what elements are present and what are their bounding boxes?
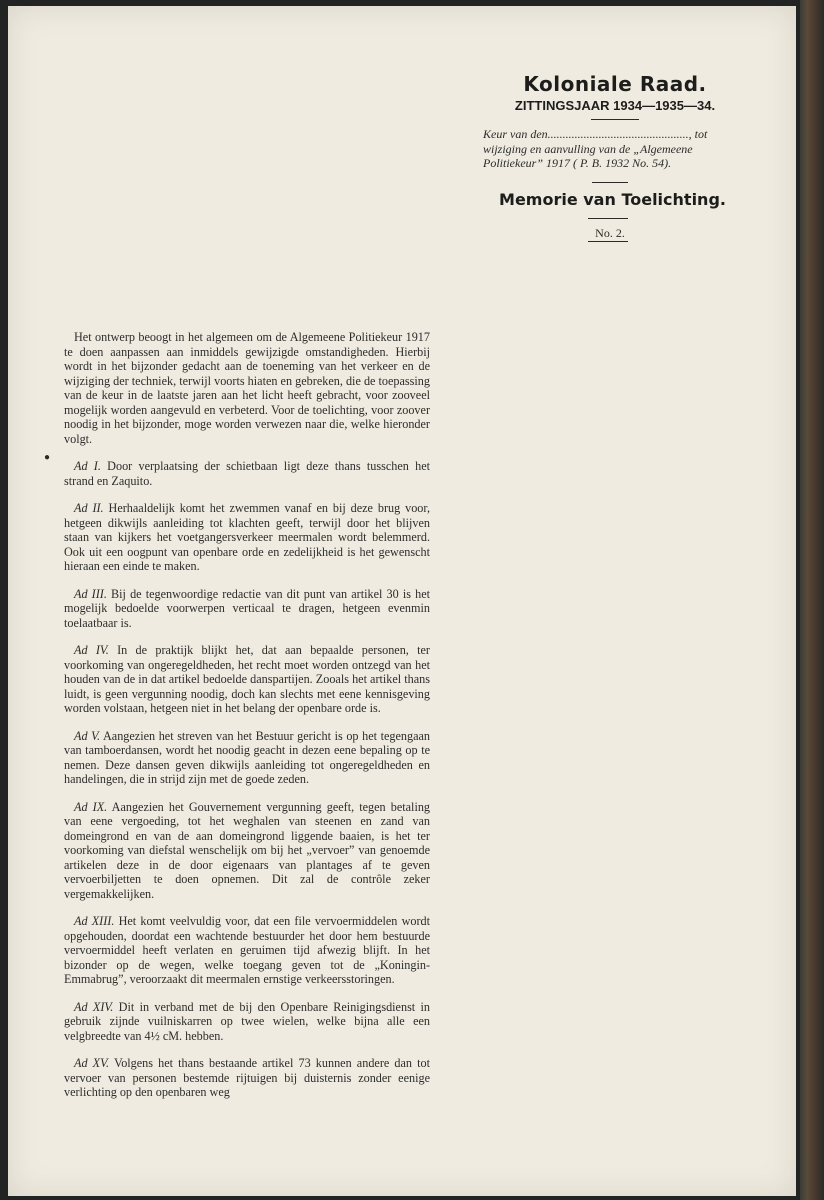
intro-paragraph: Het ontwerp beoogt in het algemeen om de Algemeene Politiekeur 1917 te doen aanpassen aan inmiddels gewijzigde omstandigheden. Hierbij wordt in het bijzonder gedacht aan de toeneming van het verkeer en de wijziging der techniek, terwijl voorts hiaten en gebreken, die de toepassing van de keur in de laatste jaren aan het licht heeft gebracht, voor zooveel mogelijk worden aangevuld en verbeterd. Voor de toelichting, voor zoover noodig in het bijzonder, moge worden verwezen naar die, welke hieronder volgt. bbox=[64, 330, 430, 446]
number-rule-top bbox=[588, 218, 628, 219]
section-paragraph bbox=[64, 587, 430, 631]
section-text: Aangezien het streven van het Bestuur gericht is op het tegengaan van tamboerdansen, wordt het noodig geacht in dezen eene bepaling op te nemen. Deze dansen geven dikwijls aanleiding tot ongeregeldheden en handelingen, die in strijd zijn met de goede zeden. bbox=[64, 728, 431, 786]
section-text: Het komt veelvuldig voor, dat een file vervoermiddelen wordt opgehouden, doordat een wachtende bestuurder het door hem bestuurde vervoermiddel heeft verlaten en geruimen tijd afwezig blijft. In het bizonder op de wegen, welke toegang geven tot de „Koningin-Emmabrug”, veroorzaakt dit meermalen ernstige verkeersstoringen. bbox=[64, 914, 431, 986]
council-title: Koloniale Raad. bbox=[523, 72, 707, 96]
section-text: Aangezien het Gouvernement vergunning geeft, tegen betaling van eene vergoeding, tot het weghalen van steenen en zand van domeingrond en van de aan domeingrond liggende baaien, is het ter voorkoming van diefstal wenschelijk om bij het „vervoer” van genoemde artikelen deze in de door eigenaars van plantages af te geven vervoerbiljetten te doen opnemen. Dit zal de contrôle zeker vergemakkelijken. bbox=[64, 799, 431, 901]
heading-rule bbox=[592, 182, 628, 183]
section-label: Ad III. bbox=[74, 586, 107, 601]
section-paragraph bbox=[64, 501, 430, 574]
section-text: Volgens het thans bestaande artikel 73 kunnen andere dan tot vervoer van personen bestemde rijtuigen bij duisternis zonder eenige verlichting op den openbaren weg bbox=[64, 1056, 431, 1099]
ordinance-subject: Keur van den..............................................., tot wijziging en aanvulling van de „Algemeene Politiekeur” 1917 ( P. B. 1932 No. 54). bbox=[483, 127, 708, 170]
section-text: Herhaaldelijk komt het zwemmen vanaf en bij deze brug voor, hetgeen dikwijls aanleiding tot klachten geeft, terwijl door het blijven staan van kijkers het voetgangersverkeer meermalen wordt belemmerd. Ook uit een oogpunt van openbare orde en zedelijkheid is het gewenscht hieraan een einde te maken. bbox=[64, 501, 431, 573]
session-year: ZITTINGSJAAR 1934—1935—34. bbox=[514, 98, 716, 113]
document-header bbox=[475, 72, 755, 120]
section-label: Ad I. bbox=[74, 459, 101, 473]
section-text: In de praktijk blijkt het, dat aan bepaalde personen, ter voorkoming van ongeregeldheden, het recht moet worden ontzegd van het houden van de in dat artikel bedoelde danspartijen. Zooals het artikel thans luidt, is geen vergunning noodig, doch kan slechts met eene kennisgeving worden volstaan, hetgeen niet in het belang der openbare orde is. bbox=[64, 643, 430, 715]
memorandum-body bbox=[64, 330, 430, 1113]
section-paragraph bbox=[64, 914, 430, 987]
document-number: No. 2. bbox=[595, 226, 625, 240]
section-label: Ad XV. bbox=[74, 1056, 110, 1070]
section-paragraph bbox=[64, 729, 430, 787]
section-paragraph bbox=[64, 1000, 430, 1044]
memorandum-heading: Memorie van Toelichting. bbox=[499, 190, 726, 209]
header-rule bbox=[591, 119, 639, 120]
section-label: Ad V. bbox=[74, 728, 101, 743]
section-label: Ad XIV. bbox=[74, 999, 114, 1014]
number-rule-bottom bbox=[588, 241, 628, 242]
section-text: Door verplaatsing der schietbaan ligt deze thans tusschen het strand en Zaquito. bbox=[64, 459, 430, 488]
section-label: Ad XIII. bbox=[74, 914, 115, 928]
section-label: Ad II. bbox=[74, 501, 104, 515]
section-paragraph bbox=[64, 643, 430, 716]
section-label: Ad IX. bbox=[74, 799, 108, 814]
section-paragraph bbox=[64, 1056, 430, 1100]
margin-mark: ● bbox=[44, 452, 51, 463]
book-edge bbox=[800, 0, 824, 1200]
section-text: Dit in verband met de bij den Openbare Reinigingsdienst in gebruik zijnde vuilniskarren op twee wielen, welke bijna alle een velgbreedte van 4½ cM. hebben. bbox=[64, 999, 431, 1043]
section-text: Bij de tegenwoordige redactie van dit punt van artikel 30 is het mogelijk bedoelde voorwerpen verticaal te dragen, hetgeen evenmin toelaatbaar is. bbox=[64, 586, 431, 630]
section-label: Ad IV. bbox=[74, 643, 109, 657]
section-paragraph bbox=[64, 459, 430, 488]
section-paragraph bbox=[64, 800, 430, 902]
